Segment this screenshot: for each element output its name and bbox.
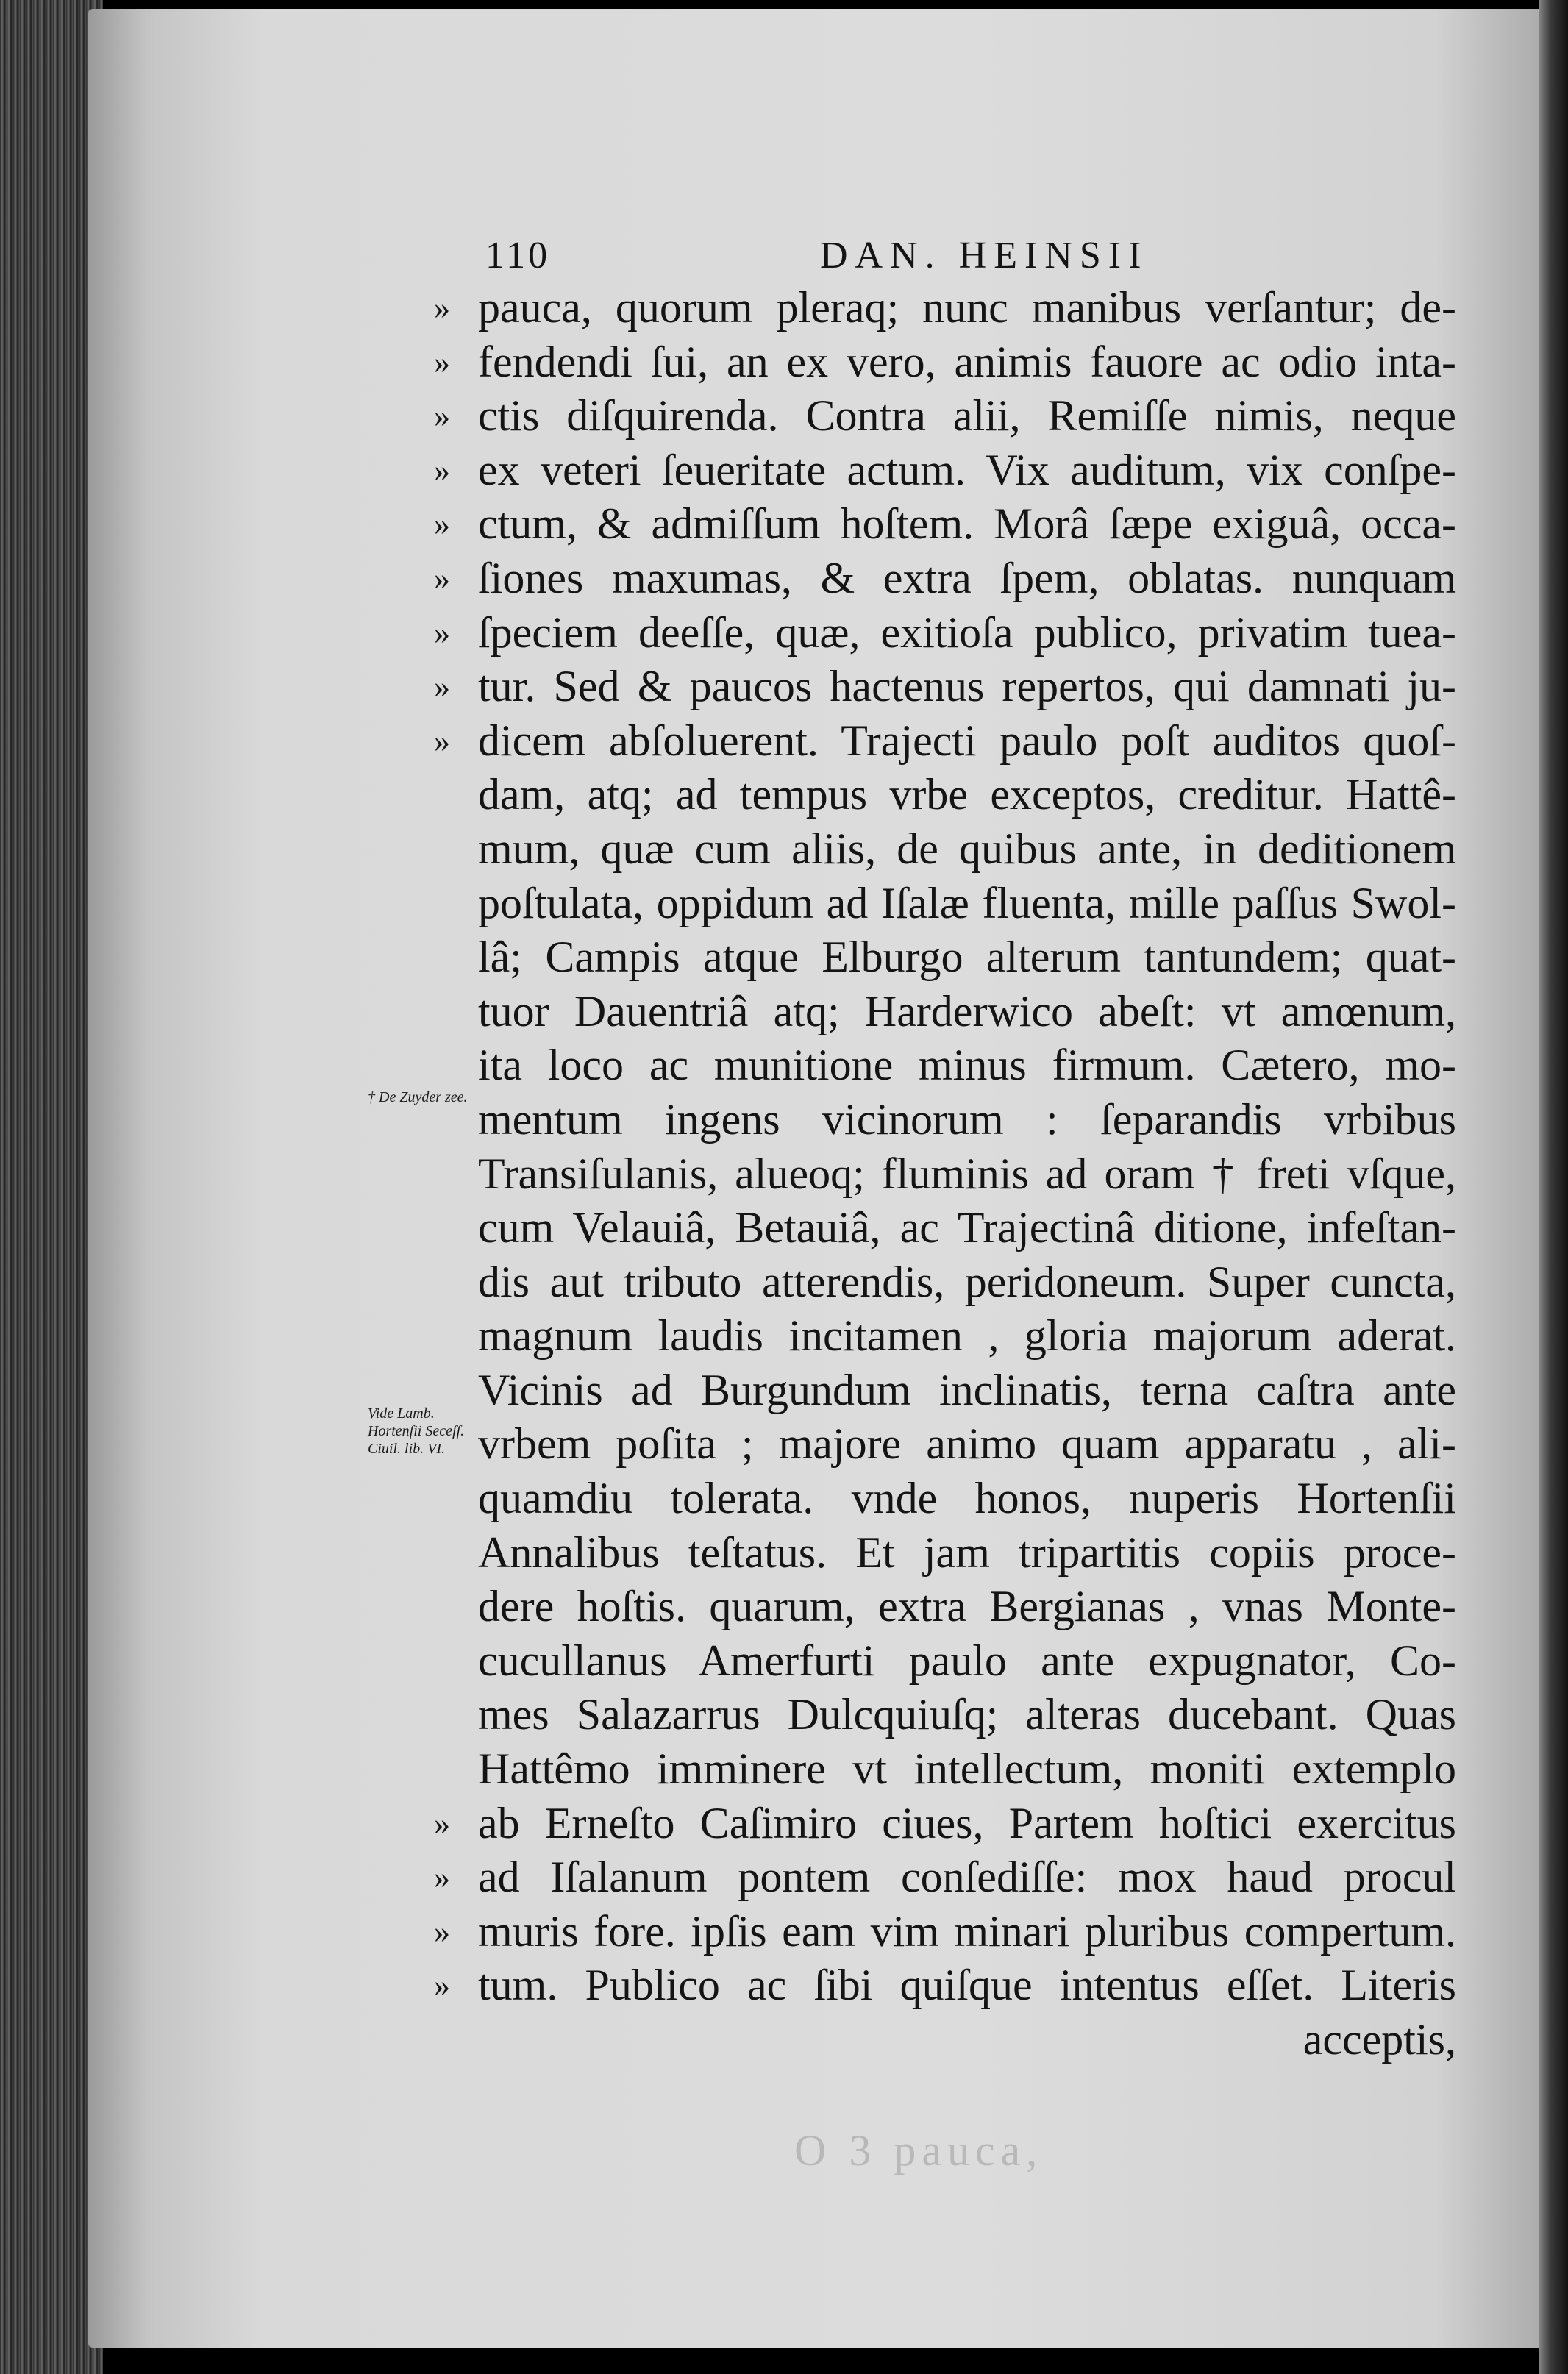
quote-marker: »	[434, 290, 450, 326]
margin-note-zuyderzee: † De Zuyder zee.	[368, 1089, 468, 1105]
line-text: mentum ingens vicinorum : ſeparandis vrbibus	[478, 1094, 1456, 1144]
line-text: ita loco ac munitione minus firmum. Cætero, mo-	[478, 1041, 1456, 1090]
text-line	[434, 1742, 1456, 1797]
text-line	[434, 281, 1456, 335]
text-line	[434, 1526, 1456, 1580]
text-line	[434, 1580, 1456, 1634]
line-text: pauca, quorum pleraq; nunc manibus verſantur; de-	[478, 283, 1456, 332]
text-line	[434, 1958, 1456, 2013]
book-right-edge	[1539, 0, 1568, 2374]
text-line	[434, 1472, 1456, 1526]
text-line	[434, 1201, 1456, 1255]
line-text: Vicinis ad Burgundum inclinatis, terna caſtra ante	[478, 1365, 1456, 1414]
text-line	[434, 1797, 1456, 1851]
line-text: quamdiu tolerata. vnde honos, nuperis Hortenſii	[478, 1474, 1456, 1523]
line-text: cucullanus Amerfurti paulo ante expugnator, Co-	[478, 1636, 1456, 1685]
book-page-stack	[0, 0, 103, 2374]
text-line	[434, 714, 1456, 769]
line-text: dere hoſtis. quarum, extra Bergianas , vnas Monte-	[478, 1582, 1456, 1631]
line-text: ex veteri ſeueritate actum. Vix auditum, vix conſpe-	[478, 445, 1456, 494]
text-line	[434, 822, 1456, 877]
text-line	[434, 1850, 1456, 1905]
line-text: magnum laudis incitamen , gloria majorum aderat.	[478, 1311, 1456, 1361]
line-text: tuor Dauentriâ atq; Harderwico abeſt: vt amœnum,	[478, 986, 1456, 1035]
text-line	[434, 443, 1456, 498]
line-text: ctis diſquirenda. Contra alii, Remiſſe nimis, neque	[478, 391, 1456, 441]
quote-marker: »	[434, 669, 450, 705]
bleed-through-text: O 3 pauca,	[794, 2126, 1044, 2175]
quote-marker: »	[434, 1913, 450, 1950]
line-text: cum Velauiâ, Betauiâ, ac Trajectinâ ditione, infeſtan-	[478, 1203, 1456, 1252]
text-line	[434, 1147, 1456, 1202]
line-text: mes Salazarrus Dulcquiuſq; alteras ducebant. Quas	[478, 1690, 1456, 1739]
line-text: Transiſulanis, alueoq; fluminis ad oram † freti vſque,	[478, 1149, 1456, 1198]
line-text: dicem abſoluerent. Trajecti paulo poſt auditos quoſ-	[478, 716, 1456, 765]
line-text: mum, quæ cum aliis, de quibus ante, in deditionem	[478, 824, 1456, 873]
quote-marker: »	[434, 506, 450, 543]
line-text: Annalibus teſtatus. Et jam tripartitis copiis proce-	[478, 1528, 1456, 1577]
line-text: tum. Publico ac ſibi quiſque intentus eſſet. Literis	[478, 1961, 1456, 2010]
quote-marker: »	[434, 452, 450, 488]
line-text: acceptis,	[1302, 2015, 1456, 2064]
text-line	[434, 552, 1456, 606]
line-text: lâ; Campis atque Elburgo alterum tantundem; quat-	[478, 933, 1456, 982]
line-text: tur. Sed & paucos hactenus repertos, qui damnati ju-	[478, 662, 1456, 711]
line-text: ad Iſalanum pontem conſediſſe: mox haud procul	[478, 1853, 1456, 1902]
text-line	[434, 930, 1456, 985]
quote-marker: »	[434, 722, 450, 759]
text-line	[434, 1309, 1456, 1364]
text-line	[434, 606, 1456, 660]
line-text: Hattêmo imminere vt intellectum, moniti extemplo	[478, 1744, 1456, 1794]
quote-marker: »	[434, 398, 450, 435]
line-text: muris fore. ipſis eam vim minari pluribus compertum.	[478, 1906, 1456, 1956]
margin-note-hortensius: Vide Lamb. Hortenſii Seceſſ. Ciuil. lib. VI.	[368, 1405, 465, 1457]
line-text: dam, atq; ad tempus vrbe exceptos, creditur. Hattê-	[478, 770, 1456, 819]
text-line	[434, 1634, 1456, 1689]
page-number: 110	[485, 235, 551, 277]
line-text: fendendi ſui, an ex vero, animis fauore ac odio inta-	[478, 337, 1456, 386]
text-line	[434, 497, 1456, 552]
text-line	[434, 389, 1456, 443]
running-head: DAN. HEINSII	[820, 235, 1149, 277]
quote-marker: »	[434, 1967, 450, 2004]
line-text: dis aut tributo atterendis, peridoneum. Super cuncta,	[478, 1257, 1456, 1306]
quote-marker: »	[434, 560, 450, 596]
body-text	[434, 281, 1464, 2067]
text-line	[434, 1417, 1456, 1472]
quote-marker: »	[434, 1859, 450, 1896]
text-line	[434, 1905, 1456, 1959]
quote-marker: »	[434, 1805, 450, 1842]
text-line	[434, 660, 1456, 714]
text-line	[434, 768, 1456, 822]
text-line	[434, 1688, 1456, 1742]
text-line	[434, 335, 1456, 390]
text-line	[434, 2013, 1456, 2067]
line-text: ctum, & admiſſum hoſtem. Morâ ſæpe exiguâ, occa-	[478, 499, 1456, 549]
line-text: ſiones maxumas, & extra ſpem, oblatas. nunquam	[478, 553, 1456, 602]
text-line	[434, 1364, 1456, 1418]
line-text: vrbem poſita ; majore animo quam apparatu , ali-	[478, 1419, 1456, 1469]
line-text: ſpeciem deeſſe, quæ, exitioſa publico, privatim tuea-	[478, 607, 1456, 657]
quote-marker: »	[434, 614, 450, 651]
text-line	[434, 877, 1456, 931]
line-text: ab Erneſto Caſimiro ciues, Partem hoſtici exercitus	[478, 1798, 1456, 1847]
text-line	[434, 985, 1456, 1039]
text-line	[434, 1038, 1456, 1093]
quote-marker: »	[434, 343, 450, 380]
text-line	[434, 1255, 1456, 1310]
text-line	[434, 1093, 1456, 1147]
line-text: poſtulata, oppidum ad Iſalæ fluenta, mille paſſus Swol-	[478, 878, 1456, 927]
